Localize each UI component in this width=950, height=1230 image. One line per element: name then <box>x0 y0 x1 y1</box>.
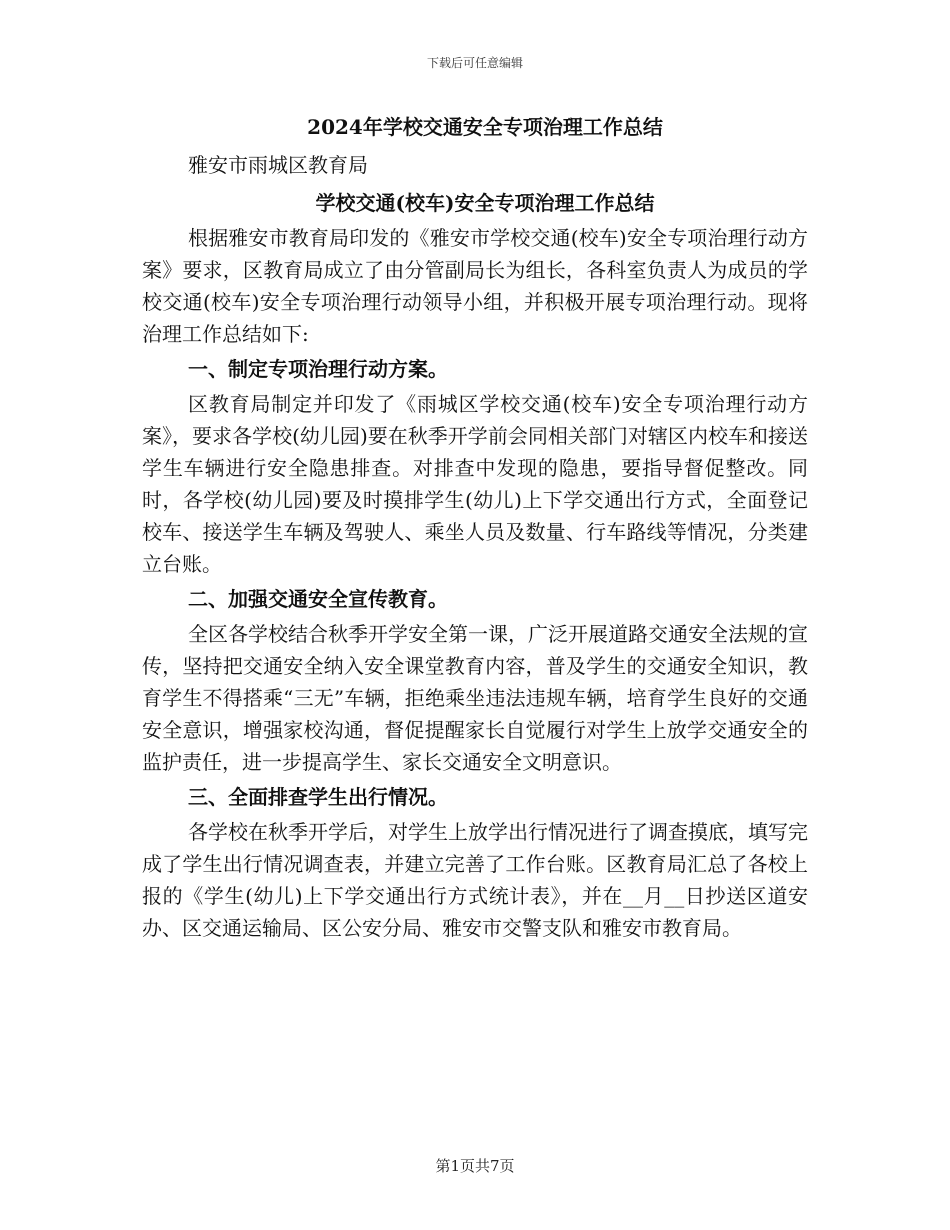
document-title: 2024年学校交通安全专项治理工作总结 <box>307 115 663 139</box>
section-heading-3: 三、全面排查学生出行情况。 <box>188 785 448 809</box>
section-body-3: 各学校在秋季开学后，对学生上放学出行情况进行了调查摸底，填写完成了学生出行情况调查表，并建立完善了工作台账。区教育局汇总了各校上报的《学生(幼儿)上下学交通出行方式统计表》，并在__月__日抄送区道安办、区交通运输局、区公安分局、雅安市交警支队和雅安市教育局。 <box>142 820 808 940</box>
section-body-1: 区教育局制定并印发了《雨城区学校交通(校车)安全专项治理行动方案》，要求各学校(幼儿园)要在秋季开学前会同相关部门对辖区内校车和接送学生车辆进行安全隐患排查。对排查中发现的隐患，要指导督促整改。同时，各学校(幼儿园)要及时摸排学生(幼儿)上下学交通出行方式，全面登记校车、接送学生车辆及驾驶人、乘坐人员及数量、行车路线等情况，分类建立台账。 <box>142 392 808 576</box>
intro-paragraph: 根据雅安市教育局印发的《雅安市学校交通(校车)安全专项治理行动方案》要求，区教育局成立了由分管副局长为组长，各科室负责人为成员的学校交通(校车)安全专项治理行动领导小组，并积极开展专项治理行动。现将治理工作总结如下: <box>142 226 808 346</box>
document-subtitle: 学校交通(校车)安全专项治理工作总结 <box>315 191 655 215</box>
section-heading-2: 二、加强交通安全宣传教育。 <box>188 587 448 611</box>
issuer-line: 雅安市雨城区教育局 <box>188 153 368 177</box>
page-footer: 第1页共7页 <box>435 1157 515 1175</box>
section-heading-1: 一、制定专项治理行动方案。 <box>188 357 448 381</box>
header-note: 下载后可任意编辑 <box>426 56 523 70</box>
document-body <box>142 108 808 944</box>
section-body-2: 全区各学校结合秋季开学安全第一课，广泛开展道路交通安全法规的宣传，坚持把交通安全纳入安全课堂教育内容，普及学生的交通安全知识，教育学生不得搭乘“三无”车辆，拒绝乘坐违法违规车辆，培育学生良好的交通安全意识，增强家校沟通，督促提醒家长自觉履行对学生上放学交通安全的监护责任，进一步提高学生、家长交通安全文明意识。 <box>142 622 808 774</box>
